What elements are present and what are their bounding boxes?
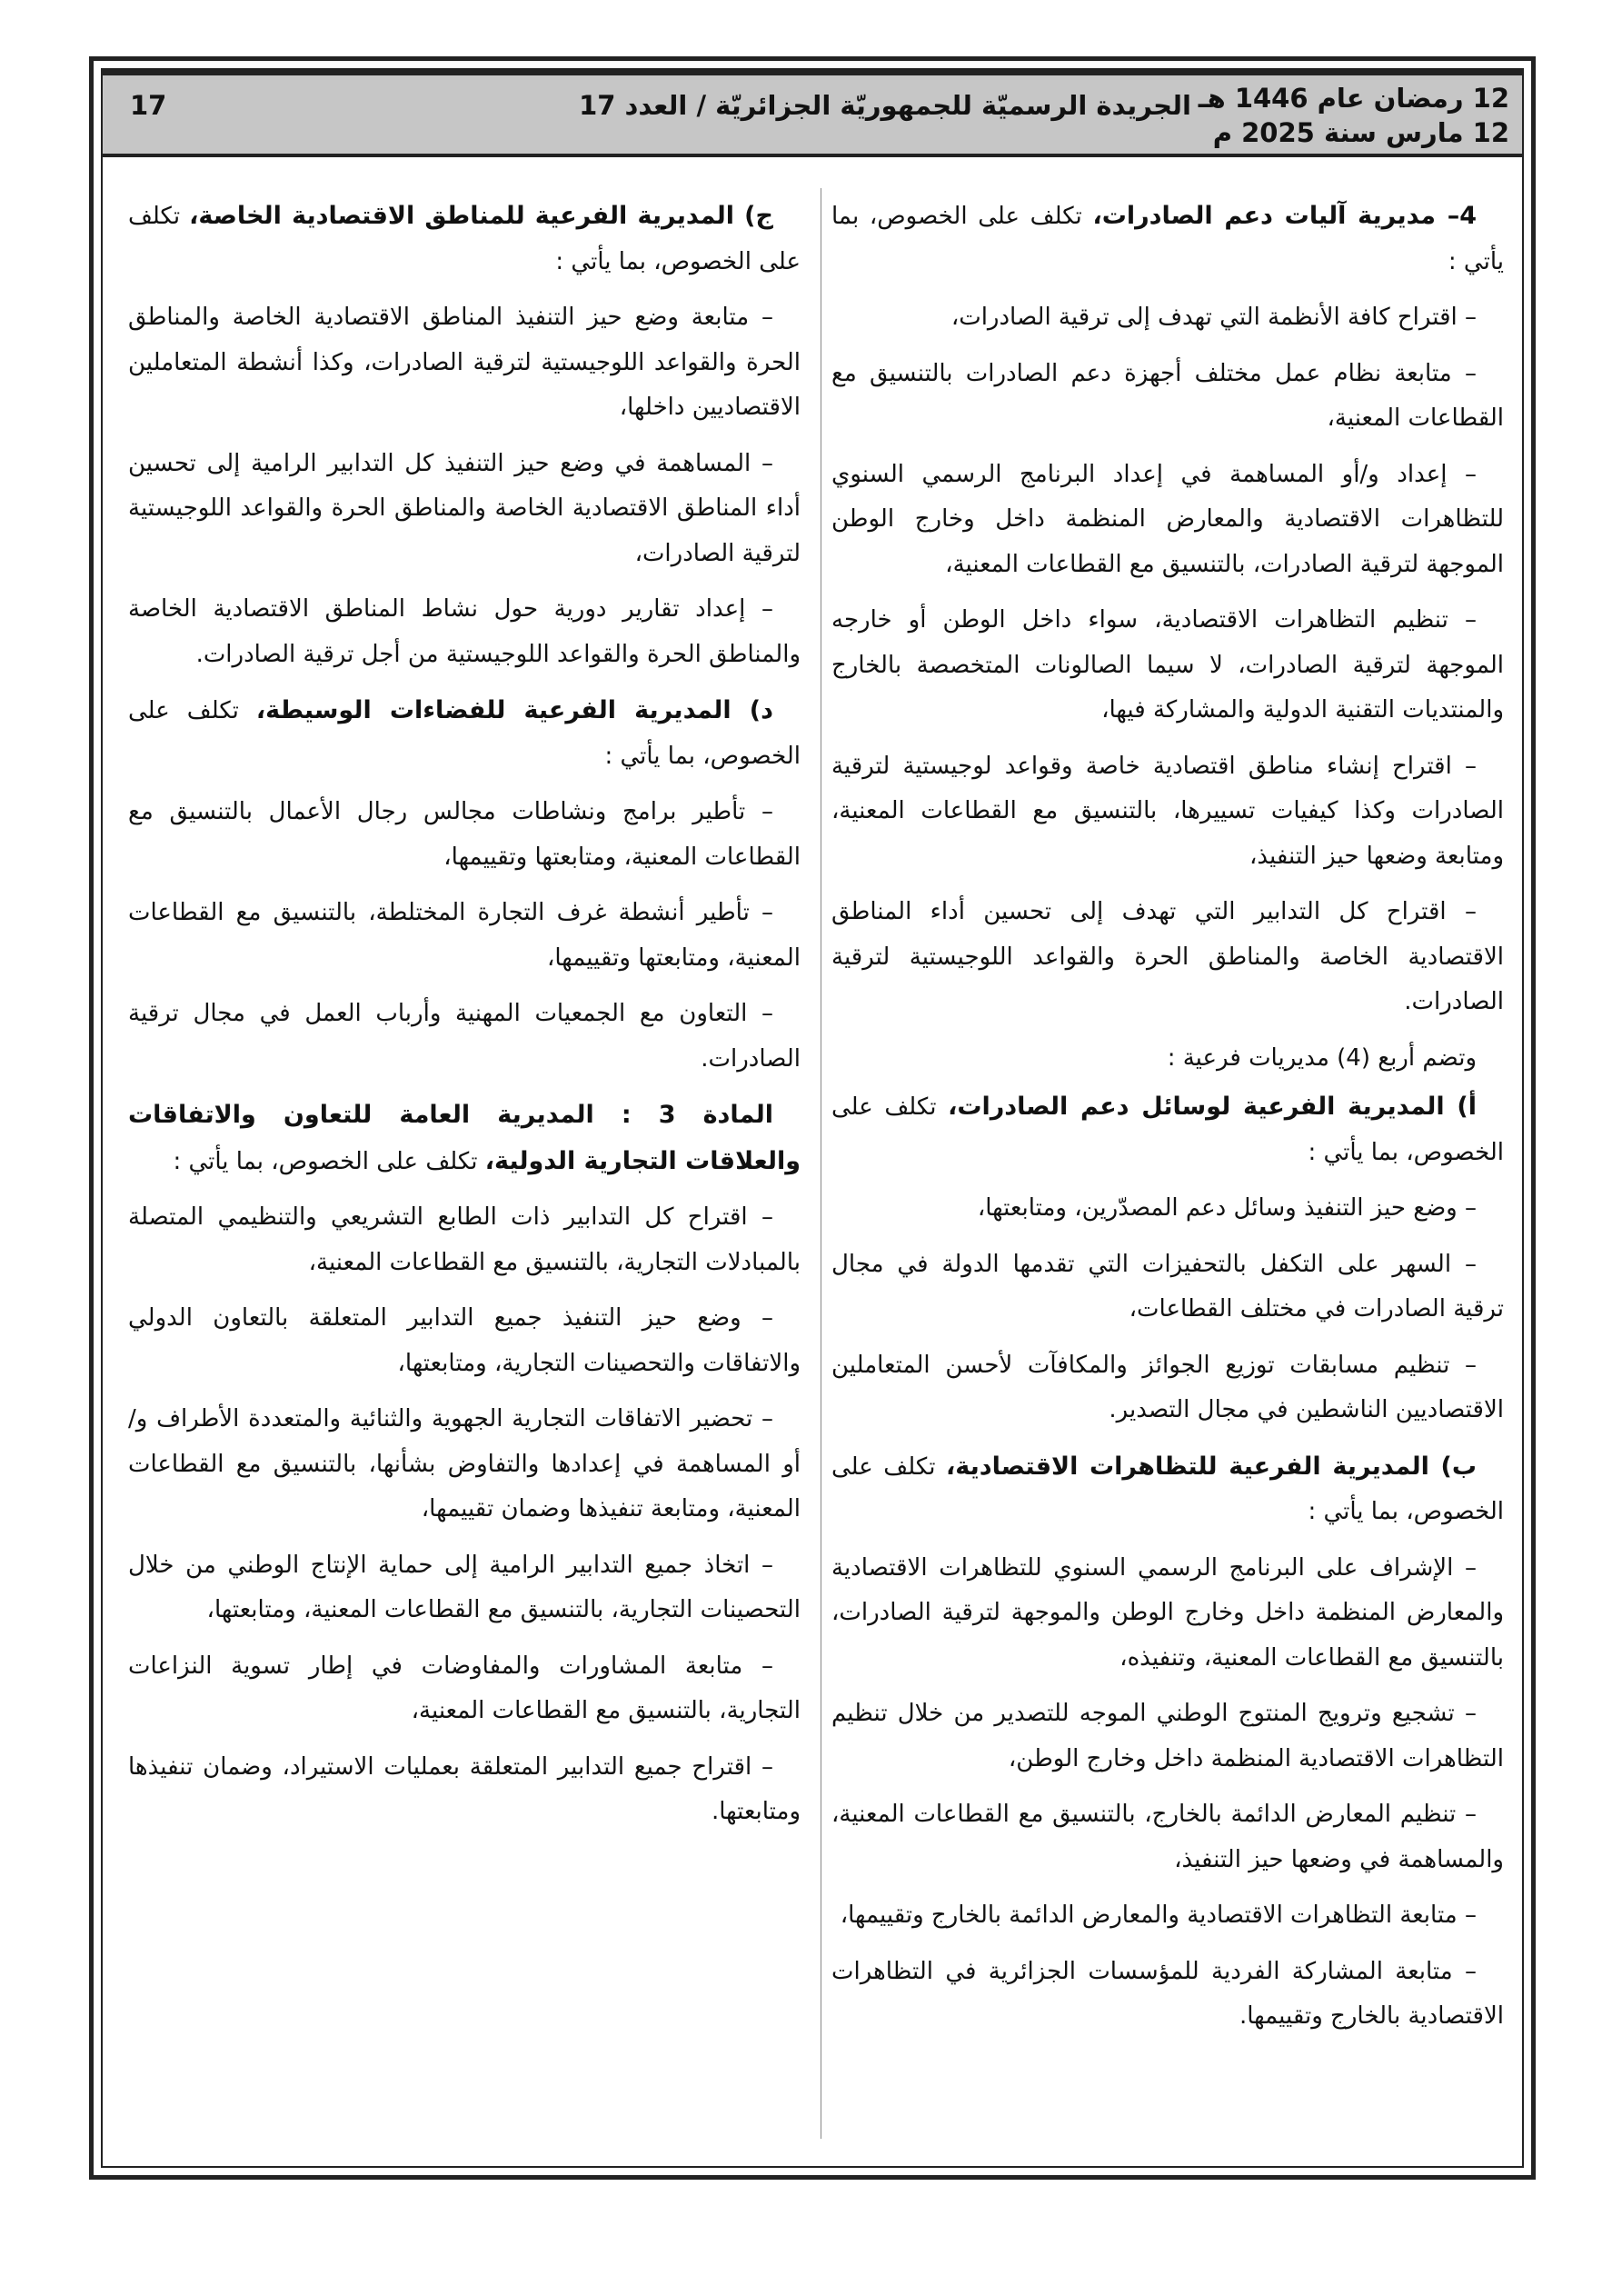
paragraph-text: – وضع حيز التنفيذ جميع التدابير المتعلقة بالتعاون الدولي والاتفاقات والتحصينات التجارية، ومتابعتها، [128,1304,801,1377]
paragraph-text: – اقتراح كل التدابير التي تهدف إلى تحسين أداء المناطق الاقتصادية الخاصة والمناطق الحرة والقواعد اللوجيستية لترقية الصادرات. [831,898,1504,1015]
header-title-wrap [103,90,1522,121]
section-heading-paragraph [831,194,1504,285]
paragraph-text: – متابعة التظاهرات الاقتصادية والمعارض الدائمة بالخارج وتقييمها، [840,1902,1477,1929]
paragraph-text: – المساهمة في وضع حيز التنفيذ كل التدابير الرامية إلى تحسين أداء المناطق الاقتصادية الخاصة والمناطق الحرة والقواعد اللوجيستية لترقية الصادرات، [128,449,801,567]
paragraph-text: – تنظيم التظاهرات الاقتصادية، سواء داخل الوطن أو خارجه الموجهة لترقية الصادرات، لا سيما الصالونات المتخصصة بالخارج والمنتديات التقنية الدولية والمشاركة فيها، [831,606,1504,724]
paragraph-text: – تحضير الاتفاقات التجارية الجهوية والثنائية والمتعددة الأطراف و/أو المساهمة في إعدادها والتفاوض بشأنها، بالتنسيق مع القطاعات المعنية، ومتابعة تنفيذها وضمان تقييمها، [128,1405,801,1522]
bullet-paragraph [831,890,1504,1025]
bullet-paragraph [831,1546,1504,1682]
right-column [831,194,1504,2051]
paragraph-text: تكلف على الخصوص، بما يأتي : [128,203,801,275]
bullet-paragraph [831,453,1504,588]
section-heading: 4– مديرية آليات دعم الصادرات، [1092,202,1477,230]
section-heading-paragraph [128,194,801,285]
bullet-paragraph [831,598,1504,734]
section-heading: د) المديرية الفرعية للفضاءات الوسيطة، [255,696,773,724]
paragraph-text: – اتخاذ جميع التدابير الرامية إلى حماية الإنتاج الوطني من خلال التحصينات التجارية، بالتنسيق مع القطاعات المعنية، ومتابعتها، [128,1551,801,1623]
paragraph-text: – متابعة المشاورات والمفاوضات في إطار تسوية النزاعات التجارية، بالتنسيق مع القطاعات المعنية، [128,1652,801,1724]
paragraph-text: – متابعة وضع حيز التنفيذ المناطق الاقتصادية الخاصة والمناطق الحرة والقواعد اللوجيستية لترقية الصادرات، وكذا أنشطة المتعاملين الاقتصاديين داخلها، [128,304,801,421]
bullet-paragraph [831,1792,1504,1882]
bullet-paragraph [128,1543,801,1633]
paragraph-text: تكلف على الخصوص، بما يأتي : [128,697,801,770]
paragraph-text: – تأطير برامج ونشاطات مجالس رجال الأعمال بالتنسيق مع القطاعات المعنية، ومتابعتها وتقييمها، [128,798,801,871]
section-heading-paragraph [128,688,801,779]
paragraph-text: تكلف على الخصوص، بما يأتي : [831,1093,1504,1166]
bullet-paragraph [128,442,801,577]
bullet-paragraph [128,587,801,677]
paragraph-text: – اقتراح كل التدابير ذات الطابع التشريعي والتنظيمي المتصلة بالمبادلات التجارية، بالتنسيق مع القطاعات المعنية، [128,1203,801,1276]
paragraph-text: – وضع حيز التنفيذ وسائل دعم المصدّرين، ومتابعتها، [977,1194,1477,1222]
paragraph-text: – متابعة نظام عمل مختلف أجهزة دعم الصادرات بالتنسيق مع القطاعات المعنية، [831,359,1504,432]
bullet-paragraph [831,295,1504,341]
paragraph-text: – تأطير أنشطة غرف التجارة المختلطة، بالتنسيق مع القطاعات المعنية، ومتابعتها وتقييمها، [128,899,801,972]
bullet-paragraph [128,295,801,431]
paragraph-text: – اقتراح إنشاء مناطق اقتصادية خاصة وقواعد لوجيستية لترقية الصادرات وكذا كيفيات تسييرها، بالتنسيق مع القطاعات المعنية، ومتابعة وضعها حيز التنفيذ، [831,752,1504,870]
paragraph-text: – إعداد تقارير دورية حول نشاط المناطق الاقتصادية الخاصة والمناطق الحرة والقواعد اللوجيستية من أجل ترقية الصادرات. [128,595,801,668]
bullet-paragraph [128,790,801,880]
bullet-paragraph [831,1243,1504,1333]
bullet-paragraph [128,891,801,981]
bullet-paragraph [831,1186,1504,1232]
bullet-paragraph [831,352,1504,442]
section-heading: المادة 3 : المديرية العامة للتعاون والاتفاقات والعلاقات التجارية الدولية، [128,1101,801,1175]
paragraph-text: – اقتراح جميع التدابير المتعلقة بعمليات الاستيراد، وضمان تنفيذها ومتابعتها. [128,1752,801,1825]
bullet-paragraph [831,1950,1504,2040]
bullet-paragraph [831,744,1504,880]
bullet-paragraph [128,1195,801,1285]
bullet-paragraph [831,1343,1504,1433]
header-date-hijri: 12 رمضان عام 1446 هـ [1198,83,1509,114]
page-frame [89,56,1536,2180]
paragraph-text: – التعاون مع الجمعيات المهنية وأرباب العمل في مجال ترقية الصادرات. [128,1000,801,1073]
paragraph-text: تكلف على الخصوص، بما يأتي : [831,1452,1504,1525]
paragraph-text: – تنظيم مسابقات توزيع الجوائز والمكافآت لأحسن المتعاملين الاقتصاديين الناشطين في مجال التصدير. [831,1351,1504,1423]
paragraph-text: وتضم أربع (4) مديريات فرعية : [1167,1043,1477,1072]
bullet-paragraph [128,992,801,1082]
paragraph-text: – إعداد و/أو المساهمة في إعداد البرنامج الرسمي السنوي للتظاهرات الاقتصادية والمعارض المنظمة داخل وخارج الوطن الموجهة لترقية الصادرات، بالتنسيق مع القطاعات المعنية، [831,460,1504,578]
page-header [103,70,1522,157]
paragraph [831,1036,1504,1082]
header-title: الجريدة الرسميّة للجمهوريّة الجزائريّة / العدد 17 [579,90,1191,121]
paragraph-text: – متابعة المشاركة الفردية للمؤسسات الجزائرية في التظاهرات الاقتصادية بالخارج وتقييمها. [831,1957,1504,2030]
left-column [128,194,801,1846]
page-inner-frame [101,68,1524,2168]
header-date-gregorian: 12 مارس سنة 2025 م [1212,117,1509,148]
bullet-paragraph [831,1893,1504,1939]
section-heading-paragraph [831,1444,1504,1535]
paragraph-text: – السهر على التكفل بالتحفيزات التي تقدمها الدولة في مجال ترقية الصادرات في مختلف القطاعات، [831,1250,1504,1323]
section-heading-paragraph [831,1084,1504,1175]
section-heading-paragraph [128,1093,801,1184]
section-heading: ج) المديرية الفرعية للمناطق الاقتصادية الخاصة، [189,202,773,230]
paragraph-text: تكلف على الخصوص، بما يأتي : [831,203,1504,275]
paragraph-text: – تشجيع وترويج المنتوج الوطني الموجه للتصدير من خلال تنظيم التظاهرات الاقتصادية المنظمة داخل وخارج الوطن، [831,1700,1504,1772]
bullet-paragraph [128,1644,801,1734]
bullet-paragraph [831,1692,1504,1782]
bullet-paragraph [128,1296,801,1386]
paragraph-text: – الإشراف على البرنامج الرسمي السنوي للتظاهرات الاقتصادية والمعارض المنظمة داخل وخارج الوطن والموجهة لترقية الصادرات، بالتنسيق مع القطاعات المعنية، وتنفيذه، [831,1553,1504,1672]
paragraph-text: تكلف على الخصوص، بما يأتي : [173,1147,485,1175]
bullet-paragraph [128,1745,801,1835]
paragraph-text: – تنظيم المعارض الدائمة بالخارج، بالتنسيق مع القطاعات المعنية، والمساهمة في وضعها حيز التنفيذ، [831,1801,1504,1873]
section-heading: أ) المديرية الفرعية لوسائل دعم الصادرات، [948,1093,1477,1121]
page-number: 17 [130,90,167,121]
section-heading: ب) المديرية الفرعية للتظاهرات الاقتصادية، [945,1452,1477,1481]
bullet-paragraph [128,1397,801,1532]
paragraph-text: – اقتراح كافة الأنظمة التي تهدف إلى ترقية الصادرات، [950,304,1477,331]
